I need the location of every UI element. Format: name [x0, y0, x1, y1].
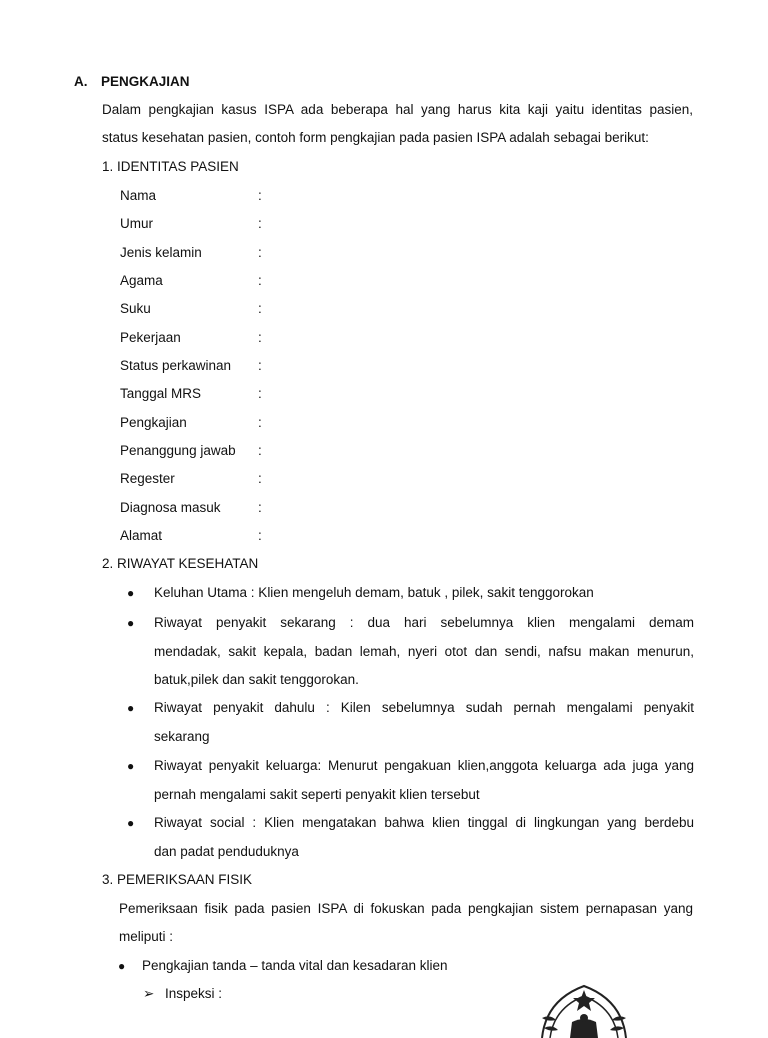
riwayat-item-line: dan padat penduduknya [154, 844, 299, 859]
intro-line-2: status kesehatan pasien, contoh form pengkajian pada pasien ISPA adalah sebagai berikut: [102, 130, 649, 145]
bullet-marker: ● [127, 586, 135, 600]
bullet-marker: ● [127, 701, 135, 715]
pemeriksaan-intro-line-1: Pemeriksaan fisik pada pasien ISPA di fokuskan pada pengkajian sistem pernapasan yang [119, 901, 693, 916]
bullet-marker: ● [118, 959, 126, 973]
bullet-marker: ● [127, 616, 135, 630]
identitas-field-label: Pekerjaan [120, 330, 181, 345]
identitas-field-colon: : [258, 330, 262, 345]
identitas-field-colon: : [258, 273, 262, 288]
identitas-heading: 1. IDENTITAS PASIEN [102, 159, 239, 174]
riwayat-item-line: pernah mengalami sakit seperti penyakit klien tersebut [154, 787, 480, 802]
identitas-field-label: Regester [120, 471, 175, 486]
identitas-field-colon: : [258, 358, 262, 373]
identitas-field-label: Penanggung jawab [120, 443, 236, 458]
identitas-field-colon: : [258, 415, 262, 430]
riwayat-item-line: batuk,pilek dan sakit tenggorokan. [154, 672, 359, 687]
pemeriksaan-intro-line-2: meliputi : [119, 929, 174, 944]
arrow-bullet-icon: ➢ [143, 986, 155, 1001]
identitas-field-label: Nama [120, 188, 157, 203]
riwayat-item-line: sekarang [154, 729, 210, 744]
identitas-field-label: Suku [120, 301, 151, 316]
bullet-marker: ● [127, 816, 135, 830]
identitas-field-colon: : [258, 301, 262, 316]
identitas-field-label: Pengkajian [120, 415, 187, 430]
identitas-field-colon: : [258, 500, 262, 515]
identitas-field-colon: : [258, 528, 262, 543]
identitas-field-label: Tanggal MRS [120, 386, 202, 401]
identitas-field-colon: : [258, 386, 262, 401]
riwayat-item-line: Keluhan Utama : Klien mengeluh demam, batuk , pilek, sakit tenggorokan [154, 585, 594, 600]
intro-line-1: Dalam pengkajian kasus ISPA ada beberapa hal yang harus kita kaji yaitu identitas pasien, [102, 102, 693, 117]
riwayat-item-line: Riwayat penyakit dahulu : Kilen sebelumnya sudah pernah mengalami penyakit [154, 700, 694, 715]
riwayat-item-line: Riwayat penyakit keluarga: Menurut pengakuan klien,anggota keluarga ada juga yang [154, 758, 694, 773]
identitas-field-label: Agama [120, 273, 163, 288]
section-a-marker: A. [74, 74, 88, 89]
identitas-field-colon: : [258, 216, 262, 231]
identitas-field-colon: : [258, 443, 262, 458]
identitas-field-colon: : [258, 471, 262, 486]
university-seal-icon [536, 978, 632, 1038]
section-a-title: PENGKAJIAN [101, 74, 190, 89]
identitas-field-label: Jenis kelamin [120, 245, 202, 260]
identitas-field-label: Status perkawinan [120, 358, 232, 373]
identitas-field-label: Diagnosa masuk [120, 500, 221, 515]
identitas-field-label: Alamat [120, 528, 163, 543]
inspeksi-label: Inspeksi : [165, 986, 223, 1001]
riwayat-item-line: Riwayat penyakit sekarang : dua hari sebelumnya klien mengalami demam [154, 615, 694, 630]
bullet-marker: ● [127, 759, 135, 773]
riwayat-item-line: Riwayat social : Klien mengatakan bahwa klien tinggal di lingkungan yang berdebu [154, 815, 694, 830]
identitas-field-colon: : [258, 245, 262, 260]
identitas-field-label: Umur [120, 216, 153, 231]
identitas-field-colon: : [258, 188, 262, 203]
riwayat-heading: 2. RIWAYAT KESEHATAN [102, 556, 259, 571]
pemeriksaan-item: Pengkajian tanda – tanda vital dan kesadaran klien [142, 958, 448, 973]
pemeriksaan-heading: 3. PEMERIKSAAN FISIK [102, 872, 253, 887]
riwayat-item-line: mendadak, sakit kepala, badan lemah, nyeri otot dan sendi, nafsu makan menurun, [154, 644, 694, 659]
